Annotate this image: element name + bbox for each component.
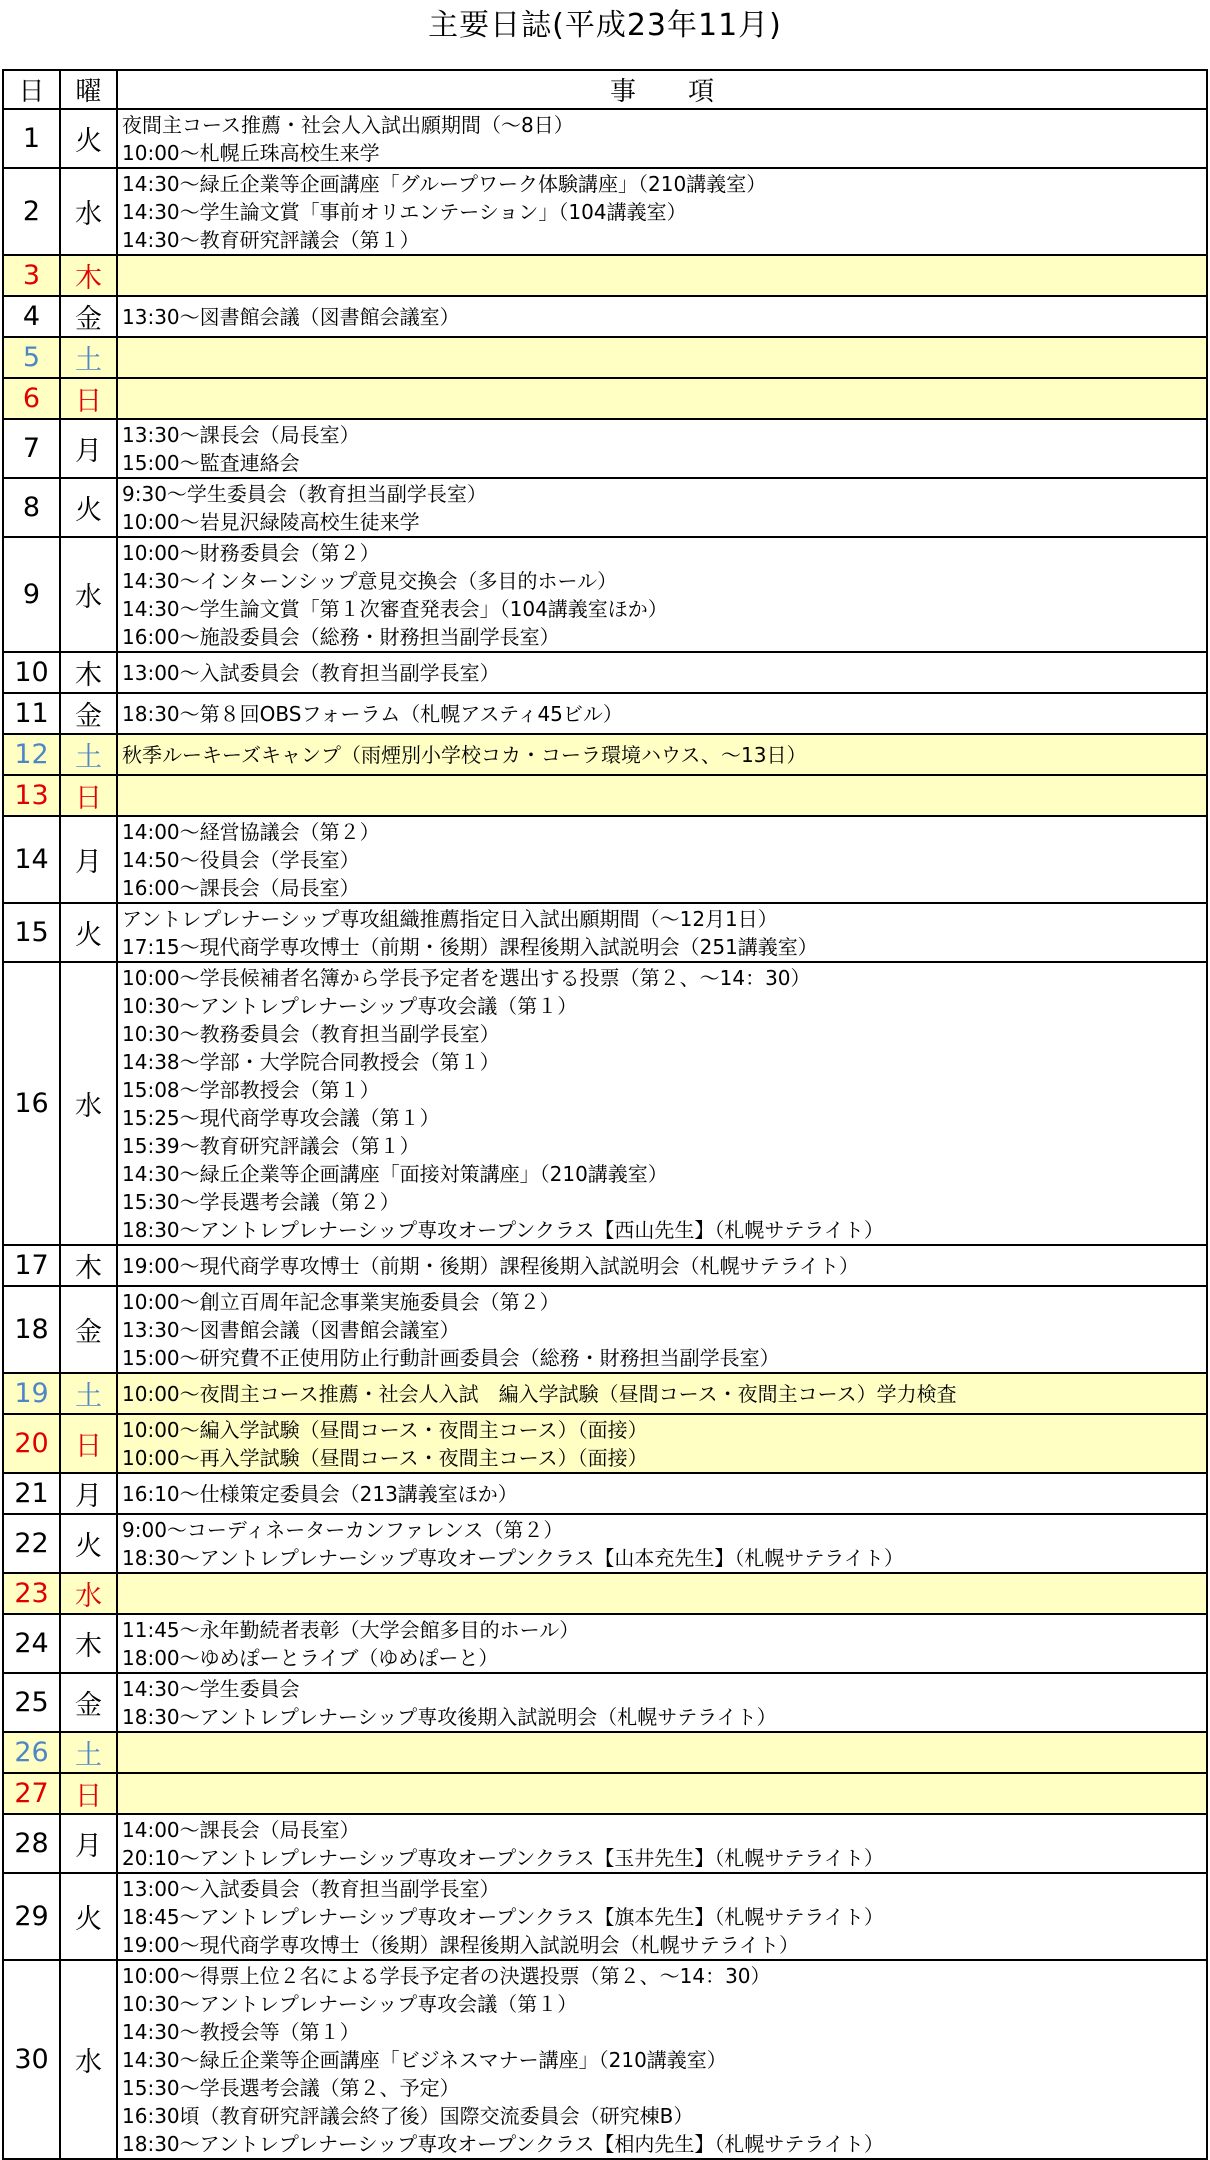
event-entry: 10:00～編入学試験（昼間コース・夜間主コース）（面接）: [122, 1417, 648, 1442]
event-entry: 13:30～課長会（局長室）: [122, 422, 360, 447]
event-entry: 13:00～入試委員会（教育担当副学長室）: [122, 1876, 500, 1901]
event-entry: 10:30～アントレプレナーシップ専攻会議（第１）: [122, 1991, 578, 2016]
event-entry: 18:45～アントレプレナーシップ専攻オープンクラス【旗本先生】（札幌サテライト）: [122, 1904, 884, 1929]
table-row: [3, 962, 1207, 1245]
table-row: [3, 1514, 1207, 1573]
event-entry: 10:00～札幌丘珠高校生来学: [122, 140, 380, 165]
weekday-cell: 月: [60, 816, 117, 903]
event-entry: 19:00～現代商学専攻博士（後期）課程後期入試説明会（札幌サテライト）: [122, 1932, 800, 1957]
events-cell: [117, 693, 1207, 734]
day-cell: 9: [3, 537, 60, 652]
event-entry: 11:45～永年勤続者表彰（大学会館多目的ホール）: [122, 1617, 580, 1642]
weekday-cell: 月: [60, 1473, 117, 1514]
event-entry: 14:30～緑丘企業等企画講座「グループワーク体験講座」（210講義室）: [122, 171, 767, 196]
events-cell: [117, 1373, 1207, 1414]
event-entry: 15:25～現代商学専攻会議（第１）: [122, 1105, 440, 1130]
events-cell: [117, 168, 1207, 255]
weekday-cell: 月: [60, 1814, 117, 1873]
day-cell: 16: [3, 962, 60, 1245]
schedule-body: [3, 109, 1207, 2159]
event-entry: 15:08～学部教授会（第１）: [122, 1077, 380, 1102]
weekday-cell: 木: [60, 255, 117, 296]
event-entry: 14:30～教育研究評議会（第１）: [122, 227, 420, 252]
event-entry: 10:00～創立百周年記念事業実施委員会（第２）: [122, 1289, 560, 1314]
events-cell: [117, 1873, 1207, 1960]
table-row: [3, 337, 1207, 378]
event-entry: 19:00～現代商学専攻博士（前期・後期）課程後期入試説明会（札幌サテライト）: [122, 1253, 860, 1278]
event-entry: 14:38～学部・大学院合同教授会（第１）: [122, 1049, 500, 1074]
event-entry: 14:30～緑丘企業等企画講座「ビジネスマナー講座」（210講義室）: [122, 2047, 727, 2072]
events-cell: [117, 903, 1207, 962]
table-row: [3, 693, 1207, 734]
events-cell: [117, 652, 1207, 693]
event-entry: 14:30～学生論文賞「第１次審査発表会」（104講義室ほか）: [122, 596, 668, 621]
page-title: 主要日誌(平成23年11月): [428, 8, 782, 43]
table-row: [3, 1373, 1207, 1414]
events-cell: [117, 537, 1207, 652]
table-row: [3, 775, 1207, 816]
event-entry: 14:30～インターンシップ意見交換会（多目的ホール）: [122, 568, 618, 593]
table-row: [3, 1245, 1207, 1286]
event-entry: 14:30～教授会等（第１）: [122, 2019, 360, 2044]
day-cell: 14: [3, 816, 60, 903]
weekday-cell: 木: [60, 1245, 117, 1286]
day-cell: 10: [3, 652, 60, 693]
table-row: [3, 1732, 1207, 1773]
events-cell: [117, 109, 1207, 168]
event-entry: 14:50～役員会（学長室）: [122, 847, 360, 872]
event-entry: 18:30～アントレプレナーシップ専攻後期入試説明会（札幌サテライト）: [122, 1704, 777, 1729]
day-cell: 13: [3, 775, 60, 816]
weekday-cell: 金: [60, 1673, 117, 1732]
schedule-table: [2, 69, 1208, 2160]
event-entry: 10:00～学長候補者名簿から学長予定者を選出する投票（第２、～14：30）: [122, 965, 811, 990]
event-entry: 10:30～教務委員会（教育担当副学長室）: [122, 1021, 500, 1046]
day-cell: 24: [3, 1614, 60, 1673]
weekday-cell: 金: [60, 1286, 117, 1373]
event-entry: 17:15～現代商学専攻博士（前期・後期）課程後期入試説明会（251講義室）: [122, 934, 818, 959]
event-entry: 18:30～アントレプレナーシップ専攻オープンクラス【西山先生】（札幌サテライト）: [122, 1217, 884, 1242]
events-cell: [117, 1673, 1207, 1732]
event-entry: 14:30～学生論文賞「事前オリエンテーション」（104講義室）: [122, 199, 687, 224]
table-row: [3, 537, 1207, 652]
table-row: [3, 1414, 1207, 1473]
weekday-cell: 火: [60, 478, 117, 537]
table-row: [3, 478, 1207, 537]
events-cell: [117, 775, 1207, 816]
weekday-cell: 土: [60, 734, 117, 775]
events-cell: [117, 478, 1207, 537]
events-cell: [117, 1773, 1207, 1814]
event-entry: 16:00～施設委員会（総務・財務担当副学長室）: [122, 624, 560, 649]
event-entry: 15:39～教育研究評議会（第１）: [122, 1133, 420, 1158]
event-entry: 10:00～再入学試験（昼間コース・夜間主コース）（面接）: [122, 1445, 648, 1470]
event-entry: 10:00～得票上位２名による学長予定者の決選投票（第２、～14：30）: [122, 1963, 771, 1988]
event-entry: 13:30～図書館会議（図書館会議室）: [122, 1317, 460, 1342]
weekday-cell: 水: [60, 168, 117, 255]
day-cell: 23: [3, 1573, 60, 1614]
table-row: [3, 903, 1207, 962]
events-cell: [117, 337, 1207, 378]
event-entry: 15:30～学長選考会議（第２）: [122, 1189, 400, 1214]
header-day: 日: [3, 70, 60, 109]
table-row: [3, 652, 1207, 693]
table-row: [3, 1814, 1207, 1873]
weekday-cell: 水: [60, 1960, 117, 2159]
day-cell: 8: [3, 478, 60, 537]
header-events: 事 項: [117, 70, 1207, 109]
event-entry: 16:10～仕様策定委員会（213講義室ほか）: [122, 1481, 518, 1506]
event-entry: 16:30頃（教育研究評議会終了後）国際交流委員会（研究棟B）: [122, 2103, 694, 2128]
event-entry: 9:00～コーディネーターカンファレンス（第２）: [122, 1517, 564, 1542]
event-entry: 13:30～図書館会議（図書館会議室）: [122, 304, 460, 329]
table-row: [3, 1873, 1207, 1960]
day-cell: 30: [3, 1960, 60, 2159]
table-row: [3, 255, 1207, 296]
event-entry: 13:00～入試委員会（教育担当副学長室）: [122, 660, 500, 685]
event-entry: 20:10～アントレプレナーシップ専攻オープンクラス【玉井先生】（札幌サテライト）: [122, 1845, 884, 1870]
events-cell: [117, 1732, 1207, 1773]
weekday-cell: 木: [60, 652, 117, 693]
day-cell: 15: [3, 903, 60, 962]
events-cell: [117, 296, 1207, 337]
day-cell: 4: [3, 296, 60, 337]
table-row: [3, 419, 1207, 478]
header-weekday: 曜: [60, 70, 117, 109]
event-entry: アントレプレナーシップ専攻組織推薦指定日入試出願期間（～12月1日）: [122, 906, 778, 931]
events-cell: [117, 378, 1207, 419]
table-row: [3, 1573, 1207, 1614]
weekday-cell: 土: [60, 1732, 117, 1773]
event-entry: 18:30～アントレプレナーシップ専攻オープンクラス【山本充先生】（札幌サテライト）: [122, 1545, 904, 1570]
day-cell: 19: [3, 1373, 60, 1414]
table-row: [3, 378, 1207, 419]
event-entry: 18:00～ゆめぽーとライブ（ゆめぽーと）: [122, 1645, 499, 1670]
table-row: [3, 734, 1207, 775]
table-row: [3, 1286, 1207, 1373]
event-entry: 10:30～アントレプレナーシップ専攻会議（第１）: [122, 993, 578, 1018]
weekday-cell: 土: [60, 337, 117, 378]
table-row: [3, 1960, 1207, 2159]
table-row: [3, 296, 1207, 337]
events-cell: [117, 1473, 1207, 1514]
event-entry: 15:00～研究費不正使用防止行動計画委員会（総務・財務担当副学長室）: [122, 1345, 780, 1370]
event-entry: 14:30～緑丘企業等企画講座「面接対策講座」（210講義室）: [122, 1161, 668, 1186]
day-cell: 3: [3, 255, 60, 296]
event-entry: 秋季ルーキーズキャンプ（雨煙別小学校コカ・コーラ環境ハウス、～13日）: [122, 742, 807, 767]
event-entry: 18:30～第８回OBSフォーラム（札幌アスティ45ビル）: [122, 701, 623, 726]
event-entry: 14:00～課長会（局長室）: [122, 1817, 360, 1842]
weekday-cell: 金: [60, 693, 117, 734]
day-cell: 2: [3, 168, 60, 255]
weekday-cell: 水: [60, 1573, 117, 1614]
events-cell: [117, 1614, 1207, 1673]
day-cell: 11: [3, 693, 60, 734]
events-cell: [117, 1414, 1207, 1473]
day-cell: 5: [3, 337, 60, 378]
weekday-cell: 月: [60, 419, 117, 478]
header-row: [3, 70, 1207, 109]
events-cell: [117, 962, 1207, 1245]
event-entry: 夜間主コース推薦・社会人入試出願期間（～8日）: [122, 112, 574, 137]
event-entry: 18:30～アントレプレナーシップ専攻オープンクラス【相内先生】（札幌サテライト）: [122, 2131, 884, 2156]
day-cell: 1: [3, 109, 60, 168]
day-cell: 21: [3, 1473, 60, 1514]
weekday-cell: 日: [60, 1773, 117, 1814]
day-cell: 20: [3, 1414, 60, 1473]
weekday-cell: 日: [60, 775, 117, 816]
event-entry: 9:30～学生委員会（教育担当副学長室）: [122, 481, 487, 506]
day-cell: 7: [3, 419, 60, 478]
table-row: [3, 1614, 1207, 1673]
day-cell: 27: [3, 1773, 60, 1814]
events-cell: [117, 1573, 1207, 1614]
day-cell: 17: [3, 1245, 60, 1286]
table-row: [3, 816, 1207, 903]
day-cell: 12: [3, 734, 60, 775]
table-row: [3, 168, 1207, 255]
event-entry: 15:30～学長選考会議（第２、予定）: [122, 2075, 460, 2100]
weekday-cell: 水: [60, 962, 117, 1245]
events-cell: [117, 1286, 1207, 1373]
weekday-cell: 日: [60, 378, 117, 419]
weekday-cell: 水: [60, 537, 117, 652]
events-cell: [117, 1514, 1207, 1573]
events-cell: [117, 419, 1207, 478]
day-cell: 22: [3, 1514, 60, 1573]
events-cell: [117, 734, 1207, 775]
weekday-cell: 火: [60, 903, 117, 962]
events-cell: [117, 1960, 1207, 2159]
event-entry: 16:00～課長会（局長室）: [122, 875, 360, 900]
events-cell: [117, 816, 1207, 903]
weekday-cell: 金: [60, 296, 117, 337]
events-cell: [117, 1245, 1207, 1286]
event-entry: 15:00～監査連絡会: [122, 450, 300, 475]
event-entry: 10:00～夜間主コース推薦・社会人入試 編入学試験（昼間コース・夜間主コース）学力検査: [122, 1381, 957, 1406]
weekday-cell: 日: [60, 1414, 117, 1473]
weekday-cell: 火: [60, 1873, 117, 1960]
weekday-cell: 火: [60, 109, 117, 168]
weekday-cell: 土: [60, 1373, 117, 1414]
day-cell: 28: [3, 1814, 60, 1873]
day-cell: 6: [3, 378, 60, 419]
table-row: [3, 1673, 1207, 1732]
day-cell: 25: [3, 1673, 60, 1732]
events-cell: [117, 255, 1207, 296]
table-row: [3, 109, 1207, 168]
events-cell: [117, 1814, 1207, 1873]
day-cell: 29: [3, 1873, 60, 1960]
event-entry: 10:00～財務委員会（第２）: [122, 540, 380, 565]
table-row: [3, 1473, 1207, 1514]
event-entry: 10:00～岩見沢緑陵高校生徒来学: [122, 509, 420, 534]
event-entry: 14:30～学生委員会: [122, 1676, 300, 1701]
weekday-cell: 火: [60, 1514, 117, 1573]
day-cell: 26: [3, 1732, 60, 1773]
table-row: [3, 1773, 1207, 1814]
event-entry: 14:00～経営協議会（第２）: [122, 819, 380, 844]
weekday-cell: 木: [60, 1614, 117, 1673]
day-cell: 18: [3, 1286, 60, 1373]
